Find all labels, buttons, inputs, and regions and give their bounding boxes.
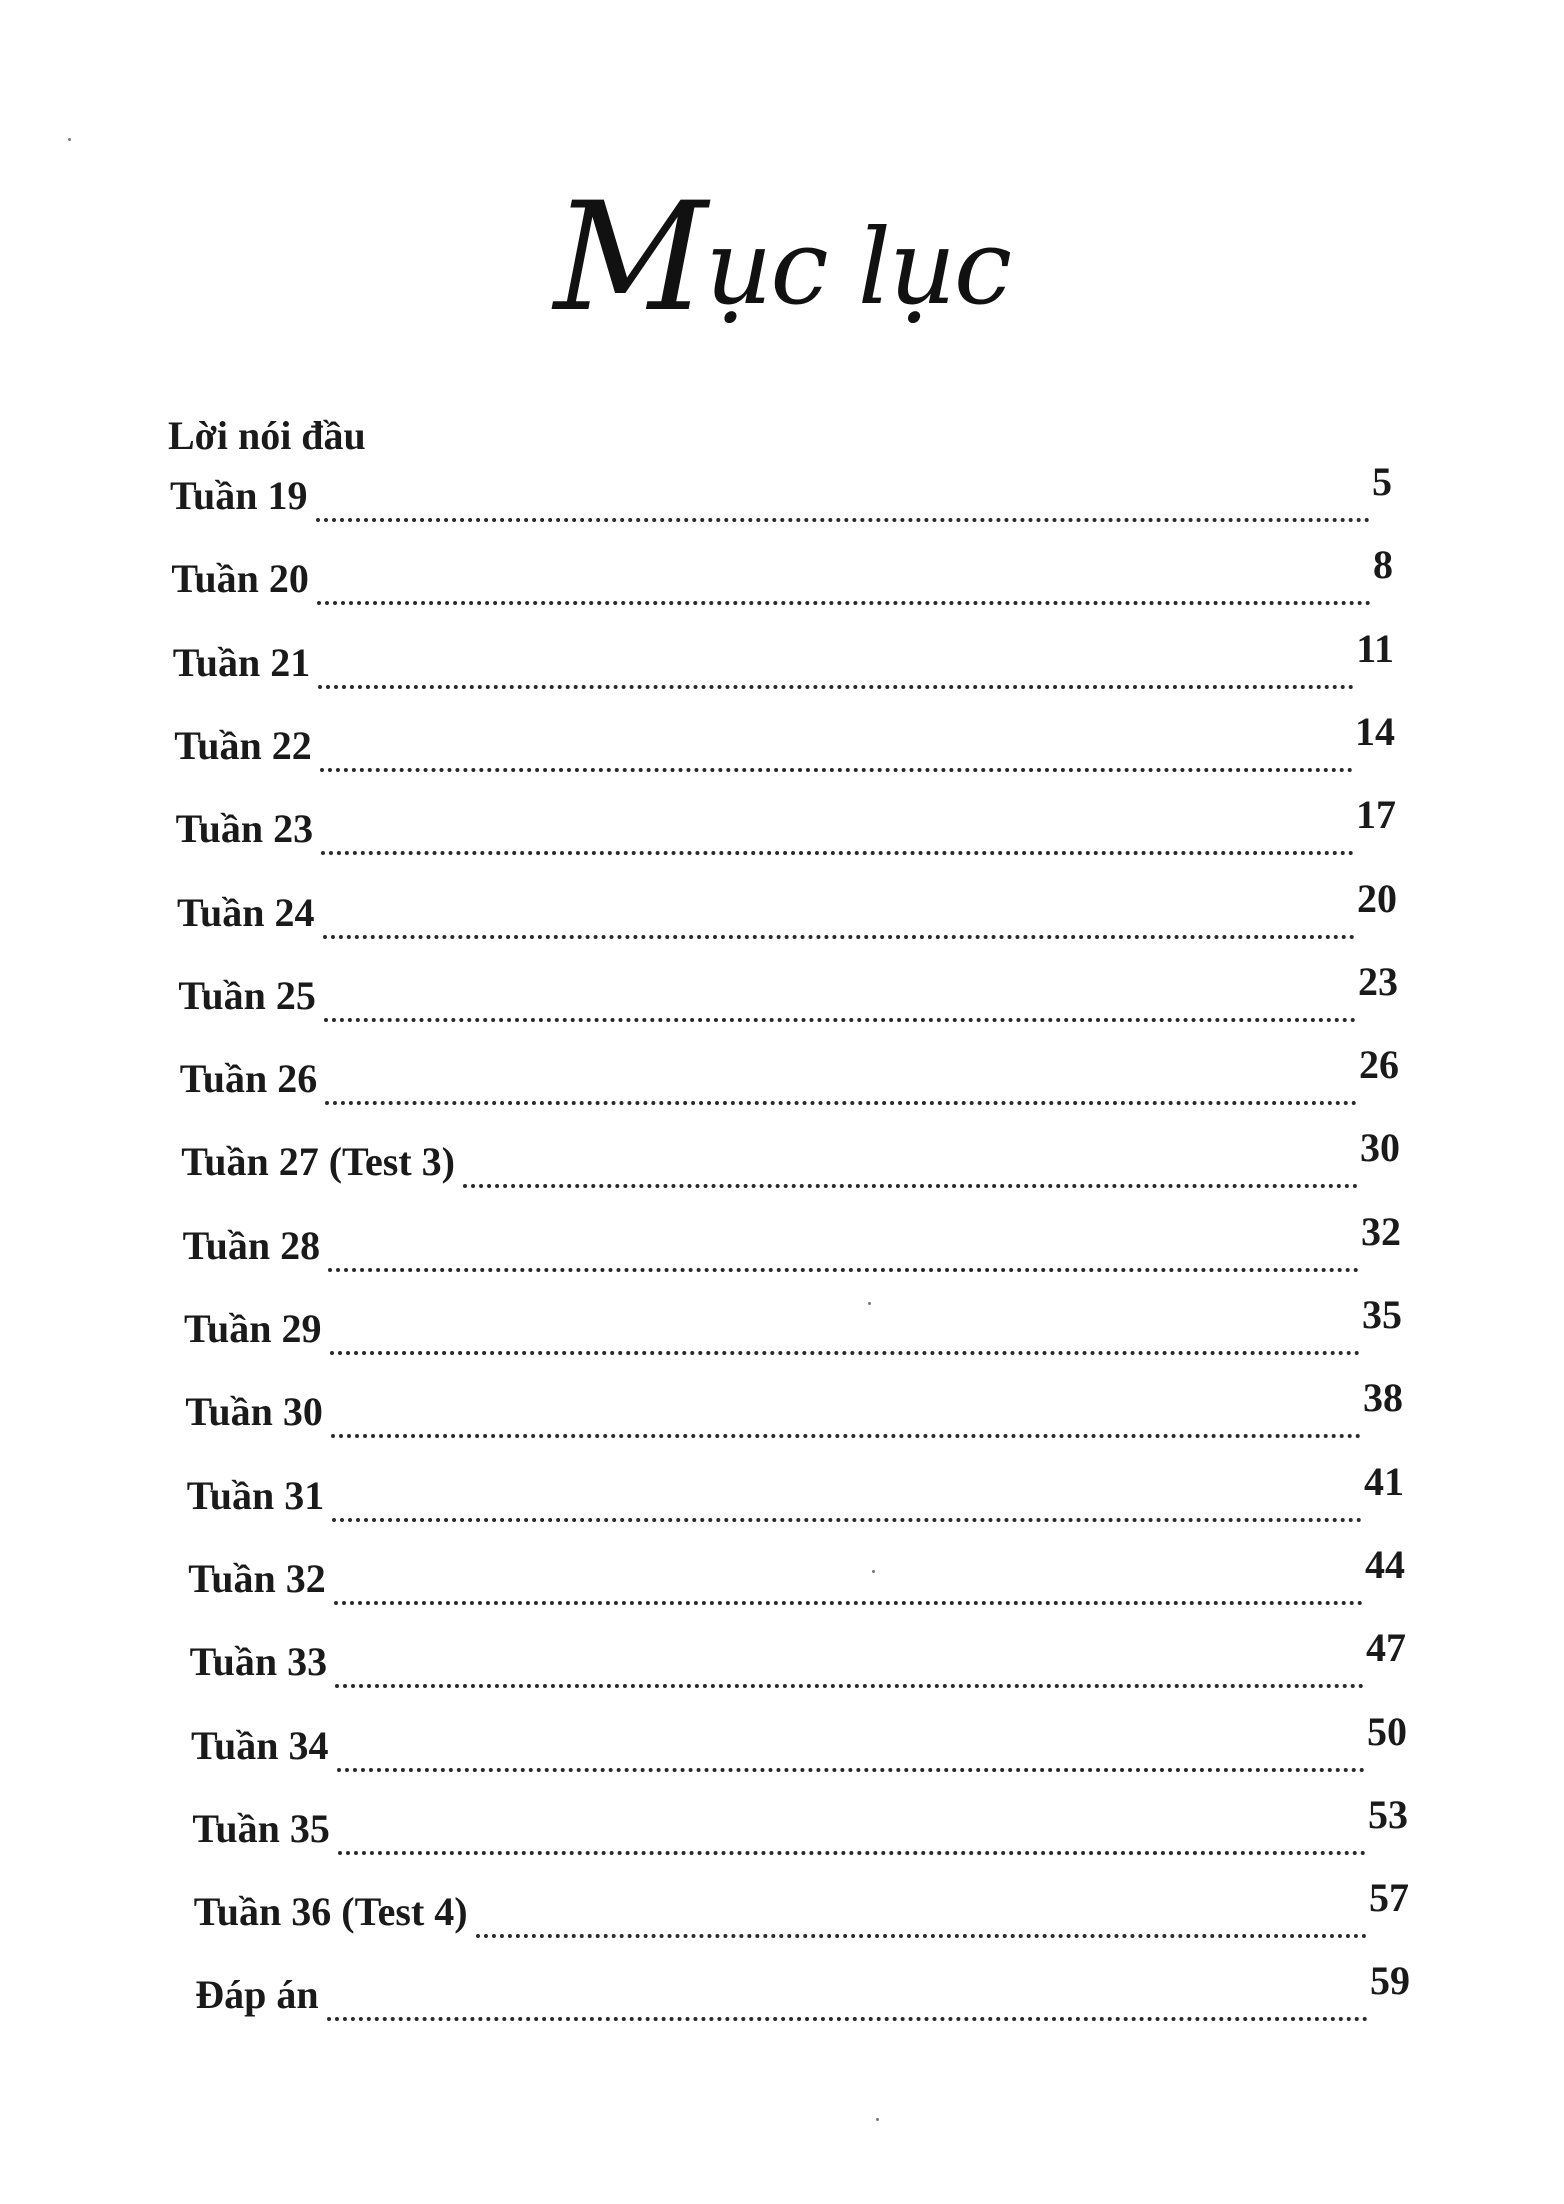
toc-entry-label: Tuần 20 xyxy=(171,556,309,602)
toc-entry-label: Tuần 34 xyxy=(191,1722,329,1768)
toc-entry-label: Tuần 33 xyxy=(189,1639,328,1685)
scan-speck xyxy=(876,2118,879,2121)
dot-leader xyxy=(330,1321,1361,1361)
scan-speck xyxy=(872,1570,875,1573)
title-rest: ục lục xyxy=(705,206,1011,328)
scan-speck xyxy=(68,138,71,141)
toc-entry xyxy=(177,875,1397,945)
dot-leader xyxy=(334,1571,1363,1611)
toc-preface: Lời nói đầu xyxy=(168,413,366,458)
toc-entry xyxy=(171,542,1393,611)
dot-leader xyxy=(325,1071,1357,1111)
dot-leader xyxy=(327,1987,1368,2027)
dot-leader xyxy=(320,738,1353,778)
toc-entry-page: 30 xyxy=(1359,1125,1400,1171)
toc-entry-page: 23 xyxy=(1357,958,1398,1004)
dot-leader xyxy=(324,988,1356,1028)
toc-entry-page: 35 xyxy=(1362,1292,1402,1337)
toc-entry-label: Đáp án xyxy=(195,1972,319,2018)
toc-entry-label: Tuần 26 xyxy=(179,1056,318,1102)
dot-leader xyxy=(316,488,1371,528)
toc-entry xyxy=(193,1875,1409,1944)
toc-entry xyxy=(179,1042,1399,1111)
toc-entry xyxy=(178,958,1398,1028)
toc-entry xyxy=(191,1708,1407,1778)
toc-entry-page: 26 xyxy=(1358,1042,1399,1088)
toc-entry xyxy=(184,1292,1402,1361)
toc-entry-page: 14 xyxy=(1354,708,1395,754)
dot-leader xyxy=(338,1821,1366,1861)
toc-entry-page: 50 xyxy=(1367,1708,1407,1754)
toc-entry xyxy=(186,1458,1404,1528)
toc-entry-label: Tuần 35 xyxy=(192,1805,330,1851)
toc-entry-page: 5 xyxy=(1372,459,1392,504)
toc-entry-label: Tuần 31 xyxy=(186,1472,325,1518)
dot-leader xyxy=(318,655,1354,695)
toc-entry-label: Tuần 21 xyxy=(172,639,311,685)
dot-leader xyxy=(332,1488,1362,1528)
title-initial: M xyxy=(553,171,706,345)
toc-entry-page: 57 xyxy=(1368,1875,1409,1921)
toc-entry-label: Tuần 24 xyxy=(177,889,315,935)
dot-leader xyxy=(323,905,1356,945)
toc-entry-page: 17 xyxy=(1355,792,1396,838)
toc-entry-label: Tuần 28 xyxy=(182,1222,321,1268)
toc-entry xyxy=(182,1208,1401,1278)
toc-entry-label: Tuần 30 xyxy=(185,1389,323,1435)
toc-entry xyxy=(174,708,1395,778)
dot-leader xyxy=(317,571,1371,611)
toc-entry xyxy=(181,1125,1400,1194)
toc-entry xyxy=(189,1625,1406,1694)
toc-entry-page: 11 xyxy=(1356,625,1394,671)
toc-entry xyxy=(192,1791,1408,1861)
dot-leader xyxy=(476,1904,1367,1944)
toc-entry-page: 44 xyxy=(1364,1541,1405,1587)
dot-leader xyxy=(337,1738,1366,1778)
toc-entry-page: 59 xyxy=(1369,1958,1410,2004)
toc-entry xyxy=(172,625,1394,695)
toc-entry-label: Tuần 27 (Test 3) xyxy=(181,1139,455,1185)
toc-entry-page: 20 xyxy=(1357,875,1397,921)
dot-leader xyxy=(321,821,1354,861)
toc-entry-page: 53 xyxy=(1367,1791,1408,1837)
toc-entry-page: 8 xyxy=(1372,542,1393,588)
toc-entry xyxy=(185,1375,1403,1444)
toc-entry-label: Tuần 32 xyxy=(188,1555,326,1601)
toc-entry-page: 32 xyxy=(1360,1208,1401,1254)
dot-leader xyxy=(328,1238,1359,1278)
toc-entry-label: Tuần 19 xyxy=(170,473,308,518)
toc-entry xyxy=(195,1958,1410,2027)
toc-entry-label: Tuần 25 xyxy=(178,972,316,1018)
toc-entry-page: 47 xyxy=(1365,1625,1406,1671)
toc-entry xyxy=(175,792,1396,861)
dot-leader xyxy=(463,1154,1358,1194)
scan-speck xyxy=(868,1302,871,1305)
toc-entry-page: 41 xyxy=(1363,1458,1404,1504)
toc-entry-label: Tuần 29 xyxy=(184,1306,322,1351)
dot-leader xyxy=(331,1404,1361,1444)
toc-entry-label: Tuần 23 xyxy=(175,806,314,852)
toc-entry xyxy=(188,1541,1405,1611)
toc-entry xyxy=(170,459,1392,528)
toc-entry-page: 38 xyxy=(1362,1375,1403,1421)
toc-entry-label: Tuần 36 (Test 4) xyxy=(193,1889,468,1935)
toc-entry-label: Tuần 22 xyxy=(174,722,312,768)
dot-leader xyxy=(335,1654,1364,1694)
